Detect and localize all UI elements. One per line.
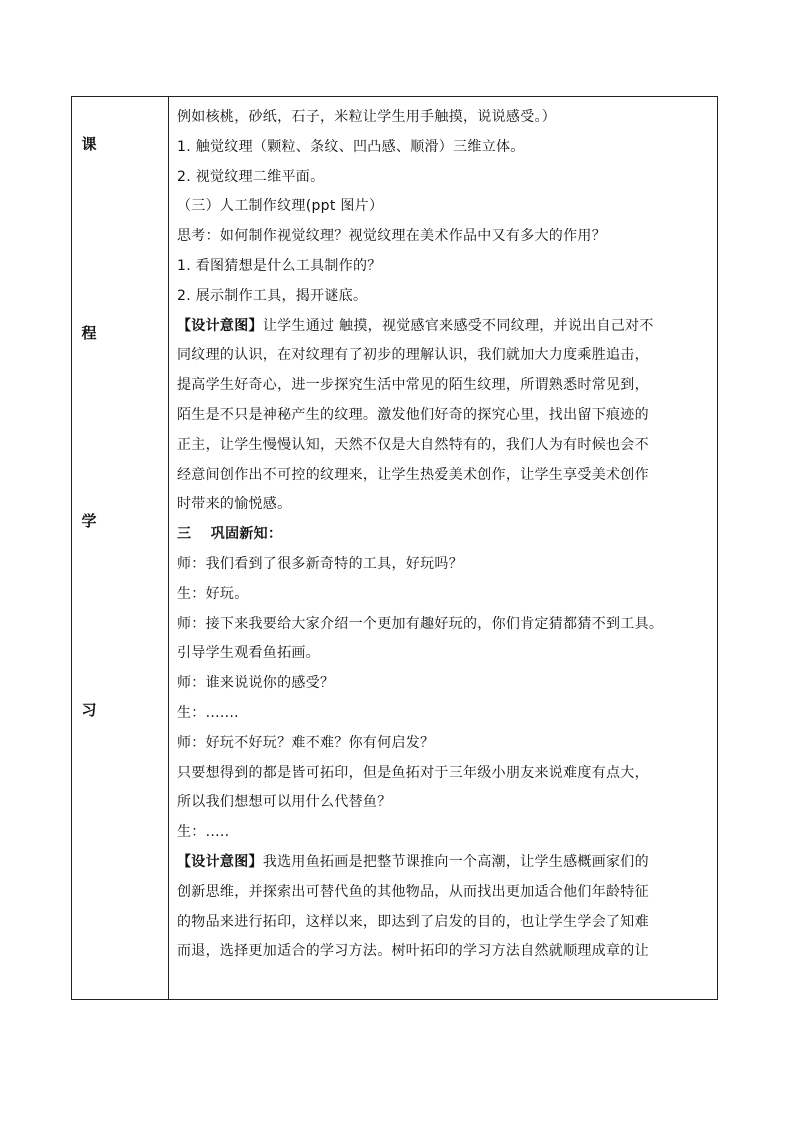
content-line bbox=[177, 341, 717, 371]
content-line bbox=[177, 520, 717, 550]
design-intent-label: 【设计意图】 bbox=[177, 853, 263, 870]
content-line bbox=[177, 252, 717, 282]
content-line-text: 所以我们想想可以用什么代替鱼？ bbox=[177, 794, 392, 811]
content-line bbox=[177, 282, 717, 312]
content-line bbox=[177, 818, 717, 848]
content-line bbox=[177, 163, 717, 193]
content-line-text: 生：..... bbox=[177, 824, 230, 841]
content-line bbox=[177, 580, 717, 610]
content-line bbox=[177, 312, 717, 342]
content-line-text: 引导学生观看鱼拓画。 bbox=[177, 645, 320, 662]
content-line-text: 创新思维，并探索出可替代鱼的其他物品，从而找出更加适合他们年龄特征 bbox=[177, 883, 649, 900]
content-line-text: （三）人工制作纹理(ppt 图片） bbox=[177, 198, 384, 215]
content-line-text: 师：我们看到了很多新奇特的工具，好玩吗？ bbox=[177, 555, 463, 572]
content-line-text: 2. 视觉纹理二维平面。 bbox=[177, 168, 325, 185]
content-line bbox=[177, 610, 717, 640]
content-line bbox=[177, 699, 717, 729]
lesson-content bbox=[177, 103, 717, 967]
content-line-text: 同纹理的认识，在对纹理有了初步的理解认识，我们就加大力度乘胜追击， bbox=[177, 347, 649, 364]
content-line-text: 让学生通过 触摸，视觉感官来感受不同纹理，并说出自己对不 bbox=[262, 317, 654, 334]
content-line-text: 只要想得到的都是皆可拓印，但是鱼拓对于三年级小朋友来说难度有点大， bbox=[177, 764, 649, 781]
content-line-text: 生：....... bbox=[177, 704, 239, 721]
content-line-text: 1. 触觉纹理（颗粒、条纹、凹凸感、顺滑）三维立体。 bbox=[177, 138, 525, 155]
design-intent-label: 【设计意图】 bbox=[177, 317, 263, 334]
content-line-text: 时带来的愉悦感。 bbox=[177, 496, 292, 513]
content-line bbox=[177, 401, 717, 431]
content-line bbox=[177, 371, 717, 401]
content-line bbox=[177, 878, 717, 908]
content-line bbox=[177, 908, 717, 938]
stage-char-ke: 课 bbox=[81, 135, 97, 153]
stage-char-xue: 学 bbox=[81, 512, 97, 530]
content-line bbox=[177, 222, 717, 252]
content-line-text: 师：谁来说说你的感受？ bbox=[177, 675, 335, 692]
content-line-text: 陌生是不只是神秘产生的纹理。激发他们好奇的探究心里，找出留下痕迹的 bbox=[177, 406, 649, 423]
stage-char-cheng: 程 bbox=[81, 324, 97, 342]
lesson-plan-table bbox=[71, 96, 718, 1000]
content-line bbox=[177, 848, 717, 878]
content-line-text: 例如核桃，砂纸，石子，米粒让学生用手触摸，说说感受。） bbox=[177, 109, 557, 125]
content-line bbox=[177, 550, 717, 580]
content-line-text: 经意间创作出不可控的纹理来，让学生热爱美术创作，让学生享受美术创作 bbox=[177, 466, 649, 483]
content-line bbox=[177, 192, 717, 222]
content-line-text: 我选用鱼拓画是把整节课推向一个高潮，让学生感概画家们的 bbox=[262, 853, 649, 870]
content-line bbox=[177, 103, 717, 133]
content-line-text: 思考：如何制作视觉纹理？视觉纹理在美术作品中又有多大的作用？ bbox=[177, 228, 606, 245]
content-line-text: 生：好玩。 bbox=[177, 585, 249, 602]
content-line-text: 提高学生好奇心，进一步探究生活中常见的陌生纹理，所谓熟悉时常见到， bbox=[177, 377, 649, 394]
stage-column bbox=[72, 97, 169, 999]
content-line bbox=[177, 490, 717, 520]
content-line bbox=[177, 461, 717, 491]
content-line-text: 师：接下来我要给大家介绍一个更加有趣好玩的，你们肯定猜都猜不到工具。 bbox=[177, 615, 664, 632]
content-line bbox=[177, 788, 717, 818]
content-line-text: 2. 展示制作工具，揭开谜底。 bbox=[177, 287, 368, 304]
content-line bbox=[177, 669, 717, 699]
content-line-text: 而退，选择更加适合的学习方法。树叶拓印的学习方法自然就顺理成章的让 bbox=[177, 943, 649, 960]
content-line-text: 的物品来进行拓印，这样以来，即达到了启发的目的，也让学生学会了知难 bbox=[177, 913, 649, 930]
content-line bbox=[177, 729, 717, 759]
content-line bbox=[177, 639, 717, 669]
content-line-text: 正主，让学生慢慢认知，天然不仅是大自然特有的，我们人为有时候也会不 bbox=[177, 436, 649, 453]
content-line bbox=[177, 937, 717, 967]
content-line-text: 1. 看图猜想是什么工具制作的？ bbox=[177, 257, 382, 274]
content-line-text: 三 巩固新知： bbox=[177, 526, 283, 543]
stage-char-xi: 习 bbox=[81, 701, 97, 719]
content-line bbox=[177, 431, 717, 461]
content-line-text: 师：好玩不好玩？难不难？你有何启发？ bbox=[177, 734, 435, 751]
content-line bbox=[177, 759, 717, 789]
content-line bbox=[177, 133, 717, 163]
